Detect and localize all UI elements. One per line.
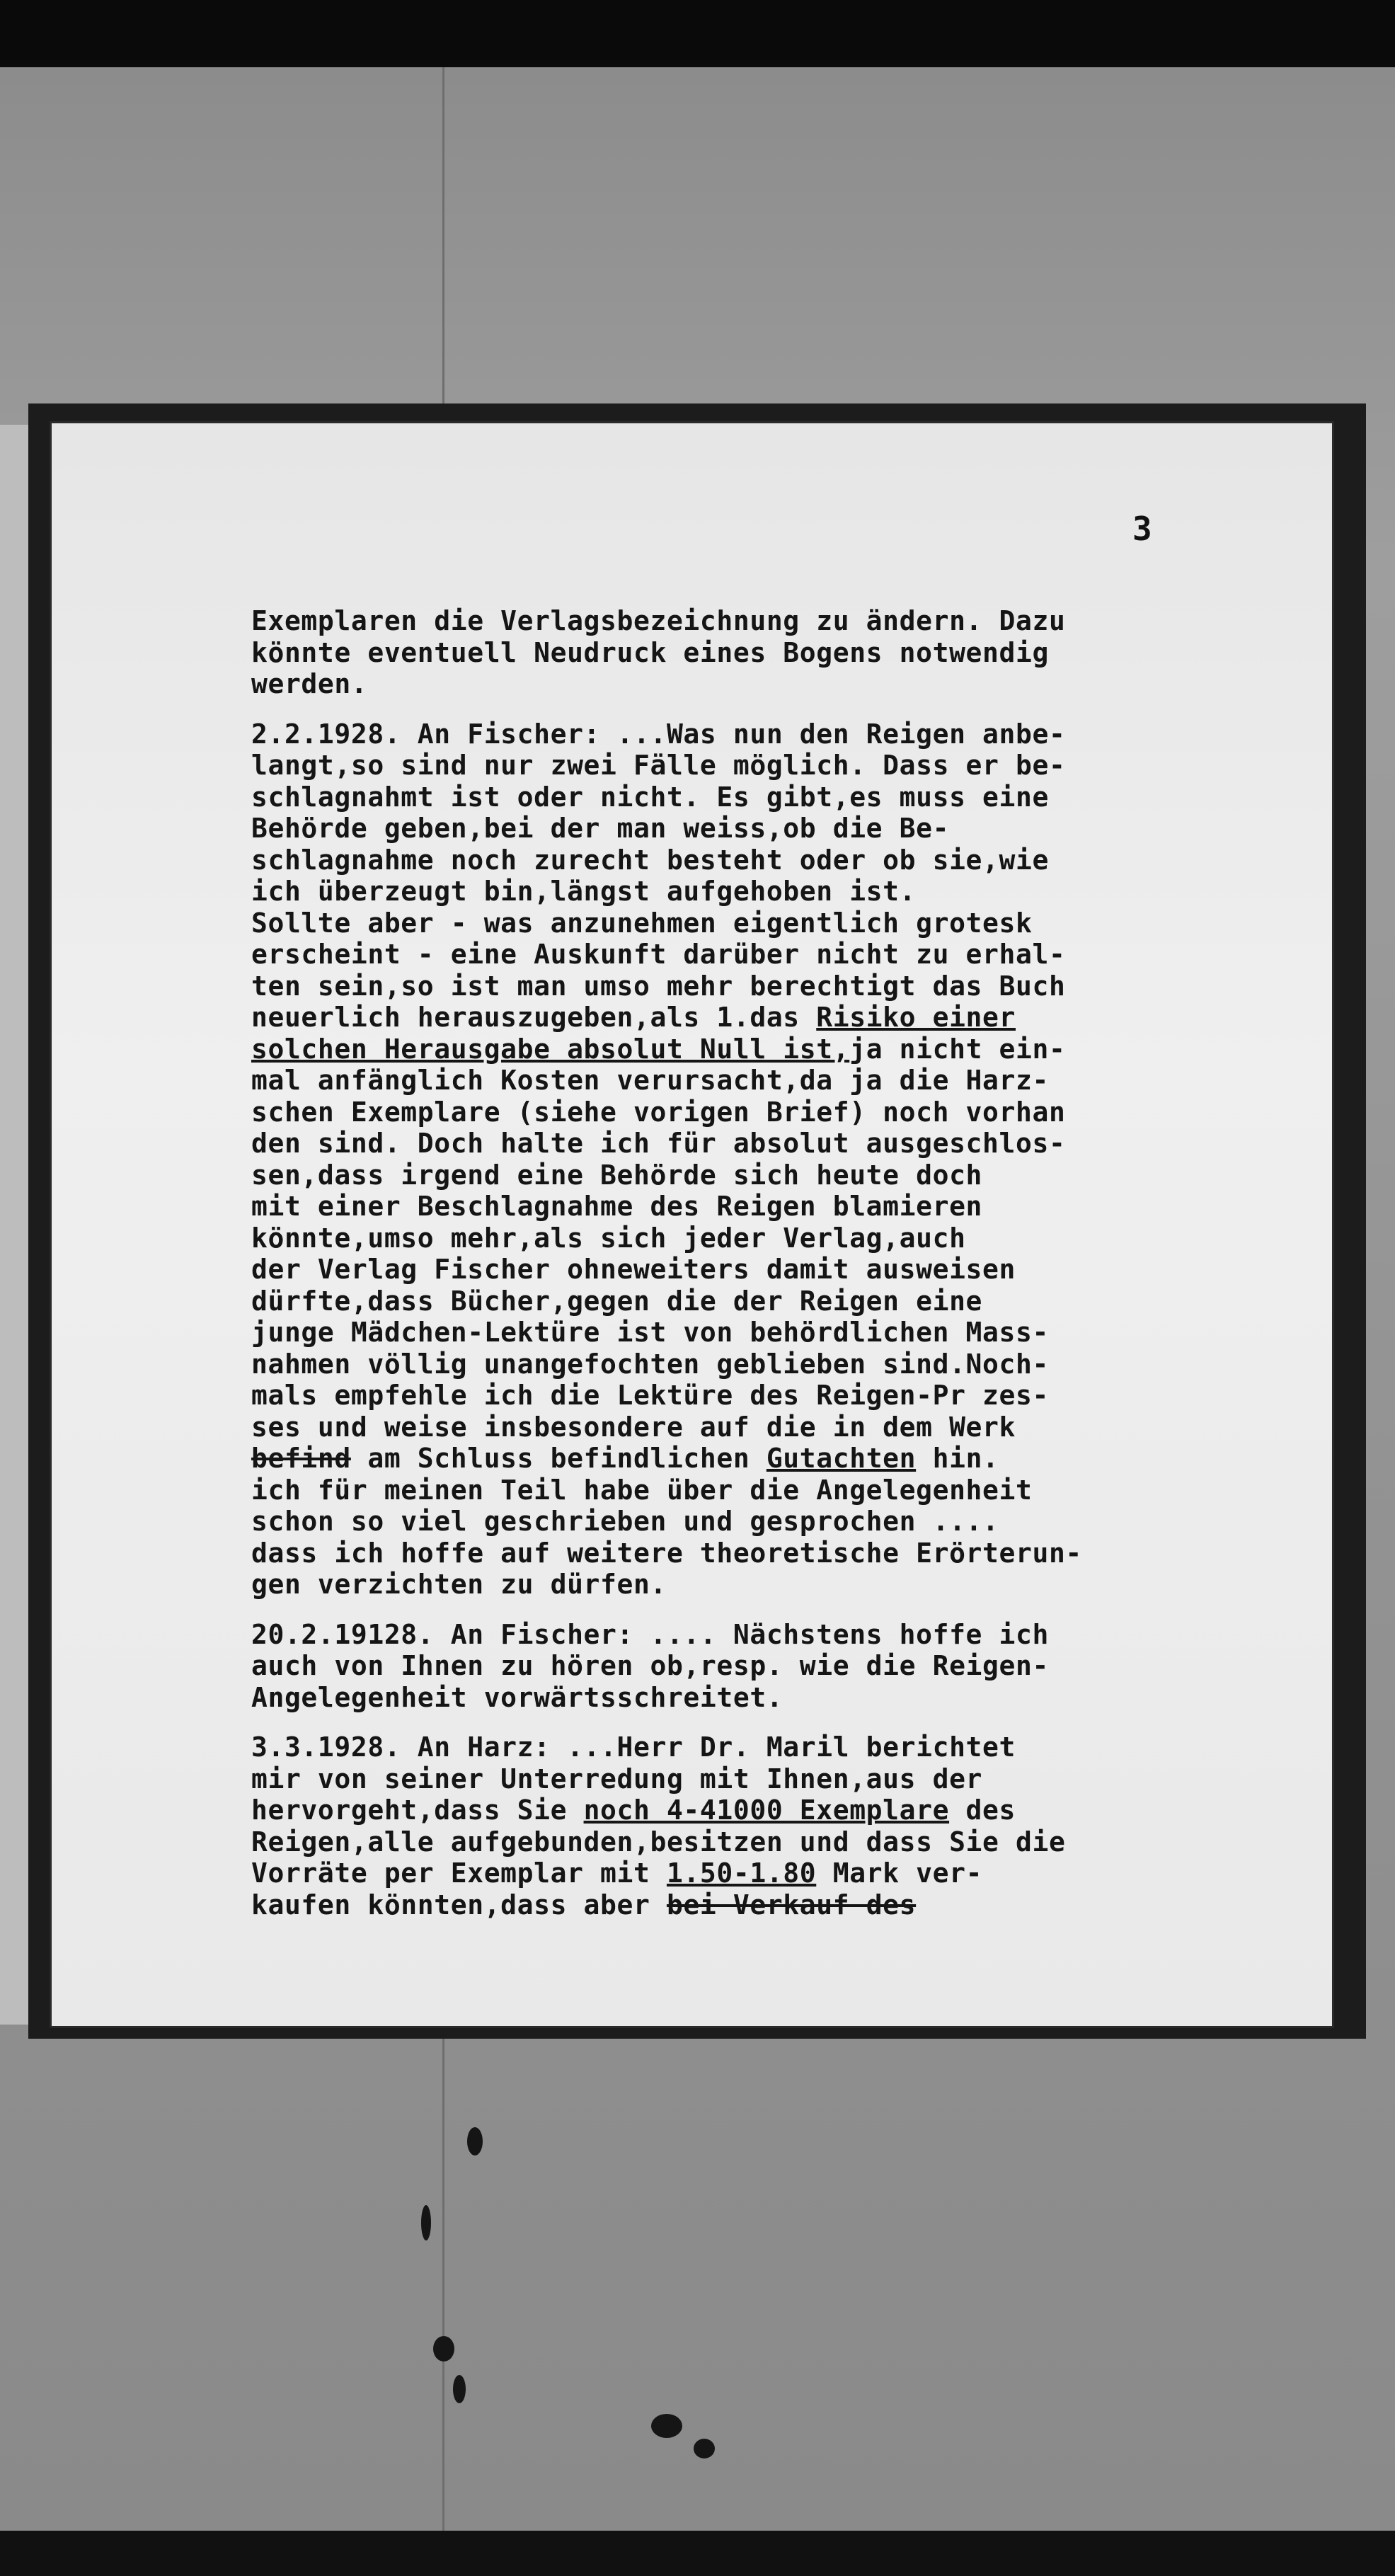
text-line: [251, 1619, 1256, 1651]
text-line: [251, 971, 1256, 1002]
text-segment: könnte,umso mehr,als sich jeder Verlag,auch: [251, 1222, 966, 1254]
paragraph: [251, 1731, 1256, 1920]
text-segment: 3.3.1928. An Harz: ...Herr Dr. Maril berichtet: [251, 1731, 1016, 1763]
text-line: [251, 1223, 1256, 1254]
text-segment: mal anfänglich Kosten verursacht,da ja die Harz-: [251, 1065, 1049, 1096]
text-line: [251, 876, 1256, 908]
text-segment: schlagnahmt ist oder nicht. Es gibt,es muss eine: [251, 781, 1049, 813]
text-line: [251, 1254, 1256, 1286]
underlined-text: noch 4-41000 Exemplare: [583, 1794, 950, 1826]
text-line: [251, 939, 1256, 971]
text-line: [251, 1412, 1256, 1443]
text-segment: Vorräte per Exemplar mit: [251, 1857, 667, 1889]
underlined-text: Gutachten: [766, 1443, 917, 1474]
text-line: [251, 637, 1256, 669]
text-line: [251, 1191, 1256, 1223]
text-line: [251, 1034, 1256, 1065]
paragraph: [251, 1619, 1256, 1714]
text-line: [251, 1569, 1256, 1601]
text-segment: mit einer Beschlagnahme des Reigen blamieren: [251, 1191, 983, 1222]
text-line: [251, 1731, 1256, 1763]
text-segment: schlagnahme noch zurecht besteht oder ob sie,wie: [251, 844, 1049, 876]
text-segment: kaufen könnten,dass aber: [251, 1889, 667, 1920]
text-line: [251, 1650, 1256, 1682]
text-segment: gen verzichten zu dürfen.: [251, 1569, 667, 1600]
text-line: [251, 1380, 1256, 1412]
text-segment: auch von Ihnen zu hören ob,resp. wie die Reigen-: [251, 1650, 1049, 1681]
ink-blot: [467, 2127, 483, 2156]
ink-blot: [694, 2439, 715, 2458]
text-line: [251, 1794, 1256, 1826]
struck-text: befind: [251, 1443, 351, 1474]
text-line: [251, 782, 1256, 813]
underlined-text: 1.50-1.80: [666, 1857, 817, 1889]
text-segment: Reigen,alle aufgebunden,besitzen und dass Sie die: [251, 1826, 1066, 1857]
text-line: [251, 1128, 1256, 1160]
text-segment: sen,dass irgend eine Behörde sich heute doch: [251, 1159, 983, 1191]
text-line: [251, 1682, 1256, 1714]
text-segment: werden.: [251, 668, 368, 699]
ink-blot: [433, 2336, 454, 2362]
text-segment: Exemplaren die Verlagsbezeichnung zu ändern. Dazu: [251, 605, 1066, 636]
text-line: [251, 719, 1256, 750]
text-line: [251, 1475, 1256, 1506]
text-segment: schen Exemplare (siehe vorigen Brief) noch vorhan: [251, 1096, 1066, 1128]
text-segment: mir von seiner Unterredung mit Ihnen,aus der: [251, 1763, 983, 1794]
top-dark-band: [0, 0, 1395, 78]
text-line: [251, 813, 1256, 845]
text-segment: der Verlag Fischer ohneweiters damit ausweisen: [251, 1254, 1016, 1285]
text-segment: nahmen völlig unangefochten geblieben sind.Noch-: [251, 1348, 1049, 1380]
text-segment: Angelegenheit vorwärtsschreitet.: [251, 1681, 783, 1713]
text-line: [251, 750, 1256, 782]
ink-blot: [651, 2414, 682, 2438]
text-line: [251, 1443, 1256, 1475]
struck-text: bei Verkauf des: [666, 1889, 917, 1920]
text-segment: junge Mädchen-Lektüre ist von behördlichen Mass-: [251, 1317, 1049, 1348]
text-segment: dass ich hoffe auf weitere theoretische Erörterun-: [251, 1537, 1082, 1569]
text-line: [251, 1097, 1256, 1128]
text-line: [251, 1349, 1256, 1380]
text-segment: 2.2.1928. An Fischer: ...Was nun den Reigen anbe-: [251, 718, 1066, 750]
text-line: [251, 668, 1256, 700]
text-line: [251, 1857, 1256, 1889]
text-segment: mals empfehle ich die Lektüre des Reigen-Pr zes-: [251, 1380, 1049, 1411]
text-segment: ich für meinen Teil habe über die Angelegenheit: [251, 1474, 1033, 1506]
text-line: [251, 1160, 1256, 1191]
text-line: [251, 908, 1256, 939]
text-line: [251, 1538, 1256, 1569]
underlined-text: solchen Herausgabe absolut Null ist,: [251, 1033, 850, 1065]
ink-blot: [421, 2205, 431, 2240]
ink-blot: [453, 2375, 466, 2403]
text-line: [251, 1506, 1256, 1538]
text-line: [251, 1065, 1256, 1097]
text-line: [251, 605, 1256, 637]
text-segment: schon so viel geschrieben und gesprochen ....: [251, 1506, 999, 1537]
text-segment: am Schluss befindlichen: [350, 1443, 767, 1474]
text-segment: Behörde geben,bei der man weiss,ob die Be-: [251, 813, 950, 844]
text-line: [251, 1889, 1256, 1921]
text-line: [251, 845, 1256, 876]
left-page-edge: [0, 425, 30, 2025]
text-segment: langt,so sind nur zwei Fälle möglich. Dass er be-: [251, 750, 1066, 781]
letter-text-block: [251, 605, 1256, 1939]
text-segment: hervorgeht,dass Sie: [251, 1794, 584, 1826]
text-segment: Mark ver-: [816, 1857, 983, 1889]
paragraph: [251, 719, 1256, 1601]
text-line: [251, 1763, 1256, 1795]
text-line: [251, 1286, 1256, 1317]
text-segment: neuerlich herauszugeben,als 1.das: [251, 1002, 817, 1033]
text-line: [251, 1317, 1256, 1349]
text-segment: dürfte,dass Bücher,gegen die der Reigen eine: [251, 1285, 983, 1317]
text-line: [251, 1002, 1256, 1034]
text-segment: könnte eventuell Neudruck eines Bogens notwendig: [251, 636, 1049, 668]
page-number: 3: [1132, 510, 1152, 548]
text-segment: ses und weise insbesondere auf die in dem Werk: [251, 1411, 1016, 1443]
underlined-text: Risiko einer: [816, 1002, 1016, 1033]
text-segment: des: [949, 1794, 1016, 1826]
text-line: [251, 1826, 1256, 1858]
text-segment: ich überzeugt bin,längst aufgehoben ist.: [251, 876, 917, 907]
text-segment: 20.2.19128. An Fischer: .... Nächstens hoffe ich: [251, 1618, 1049, 1650]
text-segment: den sind. Doch halte ich für absolut ausgeschlos-: [251, 1128, 1066, 1159]
paragraph: [251, 605, 1256, 700]
text-segment: erscheint - eine Auskunft darüber nicht zu erhal-: [251, 939, 1066, 970]
text-segment: Sollte aber - was anzunehmen eigentlich grotesk: [251, 907, 1033, 939]
text-segment: ja nicht ein-: [849, 1033, 1066, 1065]
text-segment: hin.: [916, 1443, 999, 1474]
text-segment: ten sein,so ist man umso mehr berechtigt das Buch: [251, 970, 1066, 1002]
